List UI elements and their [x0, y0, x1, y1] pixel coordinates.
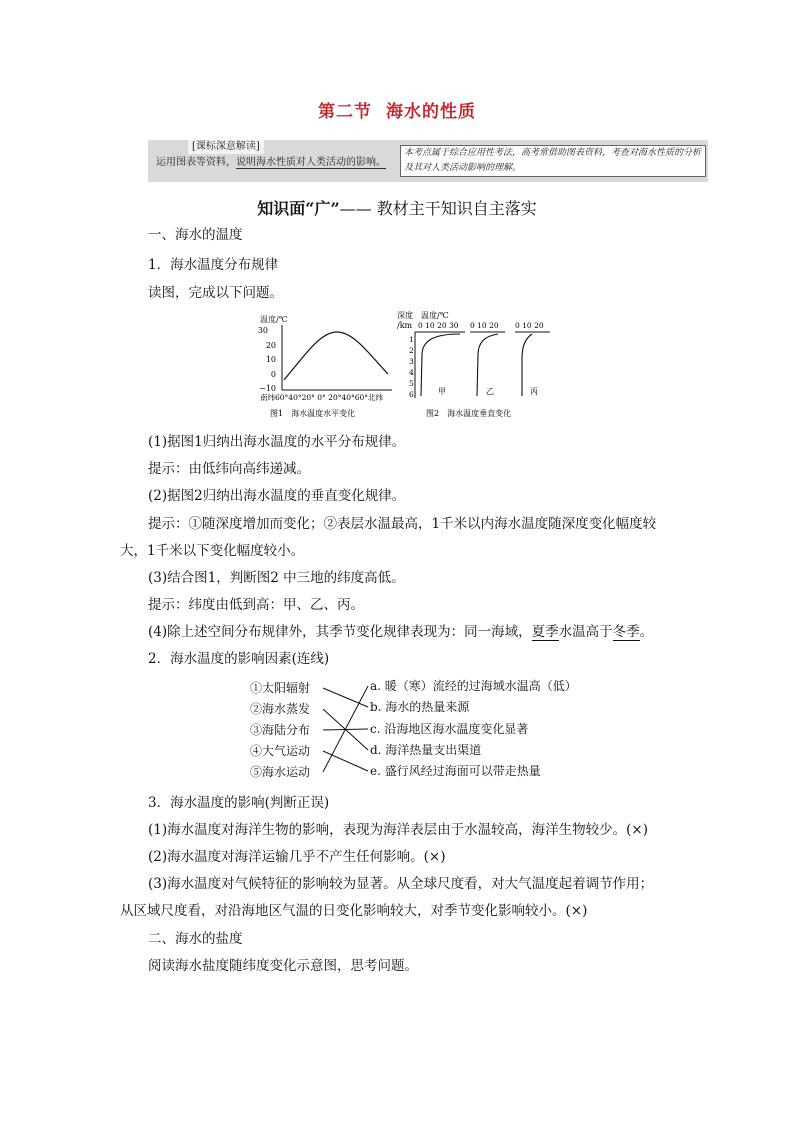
- fig2-caption: 图2 海水温度垂直变化: [426, 409, 512, 418]
- fig2-label-jia: 甲: [438, 387, 446, 396]
- question-2: (2)据图2归纳出海水温度的垂直变化规律。: [148, 488, 406, 504]
- figure2-vertical: [397, 310, 550, 418]
- fig2-depth-tick: 4: [409, 368, 414, 377]
- instruction-read-figure: 读图，完成以下问题。: [148, 285, 283, 301]
- page-title: [0, 97, 794, 122]
- title-text: 海水的性质: [386, 102, 476, 122]
- question-4: [148, 622, 653, 642]
- question-3: (3)结合图1，判断图2 中三地的纬度高低。: [148, 570, 405, 586]
- curriculum-exam-note: 本考点属于综合应用性考法，高考常借助图表资料，考查对海水性质的分析及其对人类活动影响的理解。: [400, 145, 706, 177]
- answer-2-line1: 提示：①随深度增加而变化；②表层水温最高，1千米以内海水温度随深度变化幅度较: [148, 516, 657, 532]
- factor-item: ③海陆分布: [250, 723, 311, 737]
- fig1-ytick: 20: [265, 341, 276, 350]
- factor-item: ①太阳辐射: [250, 681, 311, 695]
- judgement-3-line2: 从区域尺度看，对沿海地区气温的日变化影响较大，对季节变化影响较小。(×): [120, 903, 588, 919]
- question-1: (1)据图1归纳出海水温度的水平分布规律。: [148, 434, 406, 450]
- matching-diagram: [250, 678, 577, 779]
- fig2-depth-label: 深度: [397, 311, 413, 320]
- figure1-horizontal: [258, 314, 392, 418]
- fig1-ytick: 30: [257, 326, 268, 335]
- q4-end: 。: [639, 624, 654, 640]
- curriculum-standard-underlined: 说明海水性质对人类活动的影响。: [236, 157, 386, 168]
- fig1-ytick: 10: [265, 355, 276, 364]
- title-section-number: 第二节: [318, 102, 372, 122]
- effect-item: d. 海洋热量支出渠道: [370, 743, 482, 757]
- answer-2-line2: 大，1千米以下变化幅度较小。: [120, 543, 305, 559]
- q4-prefix: (4)除上述空间分布规律外，其季节变化规律表现为：同一海域，: [148, 624, 532, 640]
- factor-item: ④大气运动: [250, 744, 311, 758]
- judgement-1: (1)海水温度对海洋生物的影响，表现为海洋表层由于水温较高，海洋生物较少。(×): [148, 822, 648, 838]
- fig2-depth-tick: 2: [409, 346, 414, 355]
- fig1-xaxis-labels: 南纬60°40°20° 0° 20°40°60°北纬: [260, 393, 384, 402]
- heading-effects: 3．海水温度的影响(判断正误): [148, 795, 330, 811]
- fig2-scale-c: 0 10 20: [515, 321, 544, 330]
- temperature-figures: [257, 310, 560, 425]
- judgement-2: (2)海水温度对海洋运输几乎不产生任何影响。(×): [148, 849, 446, 865]
- heading-factors: 2．海水温度的影响因素(连线): [148, 651, 330, 667]
- fig2-scale-b: 0 10 20: [470, 321, 499, 330]
- fig2-scale-a: 0 10 20 30: [418, 321, 459, 330]
- fig1-caption: 图1 海水温度水平变化: [270, 409, 356, 418]
- curriculum-standard-prefix: 运用图表等资料，: [156, 157, 236, 168]
- q4-middle: 水温高于: [558, 624, 613, 640]
- q4-answer-winter: 冬季: [612, 624, 640, 640]
- fig2-depth-tick: 6: [409, 390, 414, 399]
- factor-item: ⑤海水运动: [250, 765, 311, 779]
- fig1-ytick: 0: [270, 370, 276, 379]
- fig1-ytick: −10: [259, 384, 276, 393]
- heading-temperature: 一、海水的温度: [148, 227, 243, 243]
- section-heading: [0, 196, 794, 219]
- answer-3: 提示：纬度由低到高：甲、乙、丙。: [148, 597, 364, 613]
- effect-item: a. 暖（寒）流经的过海域水温高（低）: [370, 679, 577, 693]
- fig2-depth-tick: 5: [409, 379, 414, 388]
- fig1-ylabel: 温度/℃: [260, 315, 288, 324]
- fig1-temperature-curve: [284, 332, 388, 380]
- fig2-depth-tick: 1: [409, 335, 414, 344]
- heading-salinity: 二、海水的盐度: [148, 931, 243, 947]
- section-heading-bold: 知识面“广”: [257, 199, 340, 218]
- fig2-label-yi: 乙: [486, 387, 494, 396]
- curriculum-tag: [课标深意解读]: [188, 140, 264, 154]
- effect-item: c. 沿海地区海水温度变化显著: [370, 722, 529, 736]
- curriculum-box: [148, 140, 708, 182]
- q4-answer-summer: 夏季: [531, 624, 559, 640]
- factor-item: ②海水蒸发: [250, 702, 311, 716]
- match-line-1-b: [323, 688, 368, 707]
- heading-distribution: 1．海水温度分布规律: [148, 257, 279, 273]
- fig2-unit: /km: [397, 321, 413, 330]
- answer-1: 提示：由低纬向高纬递减。: [148, 461, 310, 477]
- fig2-label-bing: 丙: [530, 387, 538, 396]
- fig2-depth-tick: 3: [409, 357, 414, 366]
- section-heading-rest: —— 教材主干知识自主落实: [339, 199, 537, 218]
- curriculum-standard: [156, 154, 396, 172]
- effect-item: b. 海水的热量来源: [370, 700, 470, 714]
- salinity-instruction: 阅读海水盐度随纬度变化示意图，思考问题。: [148, 958, 418, 974]
- effect-item: e. 盛行风经过海面可以带走热量: [370, 764, 541, 778]
- fig2-temp-label: 温度/℃: [421, 311, 449, 320]
- judgement-3-line1: (3)海水温度对气候特征的影响较为显著。从全球尺度看，对大气温度起着调节作用；: [148, 876, 654, 892]
- match-line-4-e: [323, 751, 368, 771]
